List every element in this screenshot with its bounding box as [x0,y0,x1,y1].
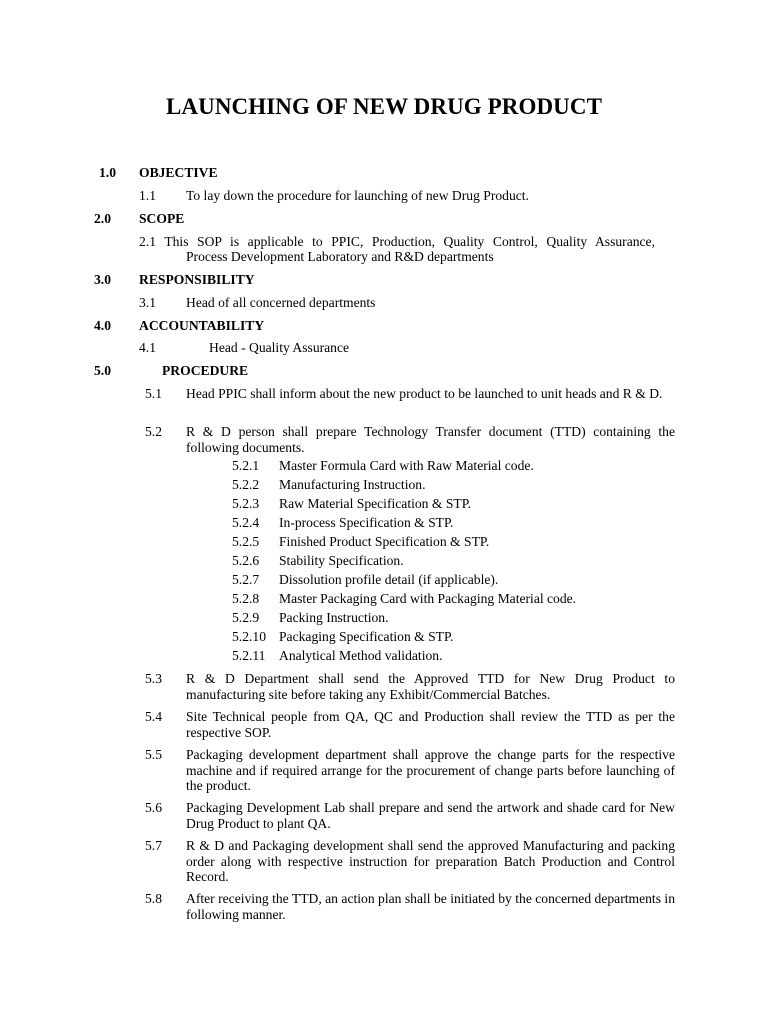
ttd-document-text: Packing Instruction. [279,610,389,625]
accountability-item-number: 4.1 [139,340,156,355]
section-number-accountability: 4.0 [94,318,111,333]
objective-item-number: 1.1 [139,188,156,203]
ttd-document-text: Packaging Specification & STP. [279,629,454,644]
procedure-step-number: 5.8 [145,891,162,906]
ttd-document-number: 5.2.2 [232,477,260,492]
ttd-document-text: Master Formula Card with Raw Material code. [279,458,534,473]
ttd-document-number: 5.2.8 [232,591,260,606]
ttd-document-number: 5.2.1 [232,458,260,473]
ttd-document-text: Raw Material Specification & STP. [279,496,472,511]
section-number-procedure: 5.0 [94,363,111,378]
ttd-document-text: Dissolution profile detail (if applicable). [279,572,499,587]
procedure-step-number: 5.3 [145,671,162,686]
section-number-responsibility: 3.0 [94,272,111,287]
section-heading-responsibility: RESPONSIBILITY [139,272,255,287]
ttd-document-number: 5.2.4 [232,515,260,530]
ttd-document-text: Finished Product Specification & STP. [279,534,490,549]
section-heading-scope: SCOPE [139,211,185,226]
ttd-document-text: Master Packaging Card with Packaging Material code. [279,591,577,606]
procedure-step-text: R & D Department shall send the Approved TTD for New Drug Product to manufacturing site before taking any Exhibit/Commercial Batches. [186,671,675,702]
ttd-document-number: 5.2.10 [232,629,266,644]
ttd-document-number: 5.2.11 [232,648,266,663]
procedure-step-number: 5.1 [145,386,162,401]
responsibility-item-number: 3.1 [139,295,156,310]
ttd-document-number: 5.2.5 [232,534,260,549]
ttd-document-number: 5.2.7 [232,572,260,587]
ttd-document-text: Manufacturing Instruction. [279,477,426,492]
section-heading-accountability: ACCOUNTABILITY [139,318,265,333]
procedure-step-text: Packaging Development Lab shall prepare and send the artwork and shade card for New Drug Product to plant QA. [186,800,675,831]
scope-text-line-1: 2.1 This SOP is applicable to PPIC, Production, Quality Control, Quality Assurance, [139,234,655,249]
procedure-step-number: 5.7 [145,838,162,853]
section-number-objective: 1.0 [99,165,116,180]
procedure-step-number: 5.4 [145,709,162,724]
ttd-document-text: Stability Specification. [279,553,404,568]
ttd-document-text: Analytical Method validation. [279,648,443,663]
procedure-step-text: Head PPIC shall inform about the new product to be launched to unit heads and R & D. [186,386,663,401]
procedure-step-text: R & D person shall prepare Technology Transfer document (TTD) containing the following documents. [186,424,675,455]
procedure-step-number: 5.5 [145,747,162,762]
section-heading-objective: OBJECTIVE [139,165,218,180]
ttd-document-number: 5.2.3 [232,496,260,511]
section-heading-procedure: PROCEDURE [162,363,249,378]
procedure-step-text: Packaging development department shall approve the change parts for the respective machine and if required arrange for the procurement of change parts before launching of the product. [186,747,675,793]
objective-item-text: To lay down the procedure for launching of new Drug Product. [186,188,529,203]
ttd-document-number: 5.2.9 [232,610,260,625]
accountability-item-text: Head - Quality Assurance [209,340,350,355]
ttd-document-number: 5.2.6 [232,553,260,568]
ttd-document-text: In-process Specification & STP. [279,515,454,530]
procedure-step-number: 5.6 [145,800,162,815]
procedure-step-text: After receiving the TTD, an action plan shall be initiated by the concerned departments in following manner. [186,891,675,922]
section-number-scope: 2.0 [94,211,111,226]
scope-text-line-2: Process Development Laboratory and R&D departments [186,249,494,264]
procedure-step-number: 5.2 [145,424,162,439]
responsibility-item-text: Head of all concerned departments [186,295,376,310]
procedure-step-text: R & D and Packaging development shall send the approved Manufacturing and packing order along with respective instruction for preparation Batch Production and Control Record. [186,838,675,884]
document-title: LAUNCHING OF NEW DRUG PRODUCT [165,94,603,119]
procedure-step-text: Site Technical people from QA, QC and Production shall review the TTD as per the respective SOP. [186,709,675,740]
